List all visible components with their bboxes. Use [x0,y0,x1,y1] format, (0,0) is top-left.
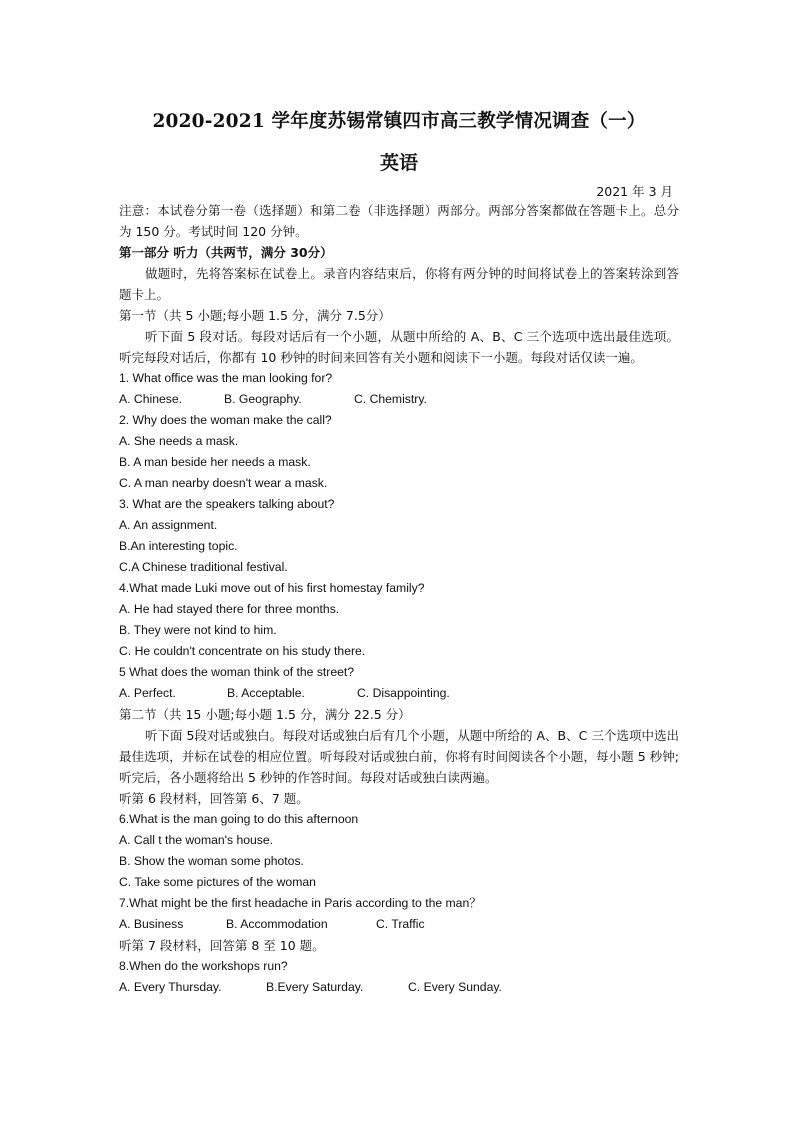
question-4-option-b: B. They were not kind to him. [119,623,277,637]
section1-heading: 第一节（共 5 小题;每小题 1.5 分，满分 7.5分） [119,308,391,323]
question-7: 7.What might be the first headache in Paris according to the man？ [119,896,482,910]
option-c: C. Traffic [376,917,425,931]
question-7-options [119,914,679,935]
option-a: A. Chinese. [119,392,183,406]
option-b: B.Every Saturday. [266,980,364,994]
part1-instruction: 做题时，先将答案标在试卷上。录音内容结束后，你将有两分钟的时间将试卷上的答案转涂到答题卡上。 [119,266,679,302]
section1-instruction: 听下面 5 段对话。每段对话后有一个小题，从题中所给的 A、B、C 三个选项中选出最佳选项。听完每段对话后，你都有 10 秒钟的时间来回答有关小题和阅读下一小题。每段对话仅读一遍。 [119,329,679,365]
material-7-instruction: 听第 7 段材料，回答第 8 至 10 题。 [119,938,325,953]
part1-heading: 第一部分 听力（共两节，满分 30分） [119,245,333,260]
question-5: 5 What does the woman think of the street? [119,665,355,679]
question-4-option-a: A. He had stayed there for three months. [119,602,340,616]
option-b: B. Geography. [224,392,302,406]
question-3-option-c: C.A Chinese traditional festival. [119,560,288,574]
option-a: A. Business [119,917,184,931]
exam-date: 2021 年 3 月 [596,184,673,199]
option-c: C. Disappointing. [357,686,450,700]
question-1-options [119,389,679,410]
option-c: C. Chemistry. [354,392,427,406]
question-4-option-c: C. He couldn't concentrate on his study there. [119,644,366,658]
question-1: 1. What office was the man looking for? [119,371,333,385]
question-8-options [119,977,679,998]
question-6-option-a: A. Call t the woman's house. [119,833,274,847]
question-6-option-b: B. Show the woman some photos. [119,854,304,868]
option-b: B. Accommodation [226,917,328,931]
question-4: 4.What made Luki move out of his first homestay family? [119,581,425,595]
question-3-option-a: A. An assignment. [119,518,218,532]
question-2-option-a: A. She needs a mask. [119,434,239,448]
option-c: C. Every Sunday. [408,980,502,994]
section2-heading: 第二节（共 15 小题;每小题 1.5 分，满分 22.5 分） [119,707,411,722]
subject-title: 英语 [379,152,418,174]
question-3: 3. What are the speakers talking about? [119,497,335,511]
question-2-option-b: B. A man beside her needs a mask. [119,455,311,469]
notice: 注意：本试卷分第一卷（选择题）和第二卷（非选择题）两部分。两部分答案都做在答题卡上。总分为 150 分。考试时间 120 分钟。 [119,203,679,239]
question-6-option-c: C. Take some pictures of the woman [119,875,316,889]
question-3-option-b: B.An interesting topic. [119,539,238,553]
option-a: A. Perfect. [119,686,176,700]
exam-body [119,200,679,998]
question-2: 2. Why does the woman make the call? [119,413,332,427]
question-5-options [119,683,679,704]
material-6-instruction: 听第 6 段材料，回答第 6、7 题。 [119,791,309,806]
question-2-option-c: C. A man nearby doesn't wear a mask. [119,476,328,490]
section2-instruction: 听下面 5段对话或独白。每段对话或独白后有几个小题，从题中所给的 A、B、C 三个选项中选出最佳选项，并标在试卷的相应位置。听每段对话或独白前，你将有时间阅读各个小题，每小题 5 秒钟;听完后，各小题将给出 5 秒钟的作答时间。每段对话或独白读两遍。 [119,728,679,785]
exam-title: 2020-2021 学年度苏锡常镇四市高三教学情况调查（一） [152,111,646,132]
question-8: 8.When do the workshops run? [119,959,288,973]
option-b: B. Acceptable. [227,686,305,700]
option-a: A. Every Thursday. [119,980,222,994]
question-6: 6.What is the man going to do this afternoon [119,812,359,826]
